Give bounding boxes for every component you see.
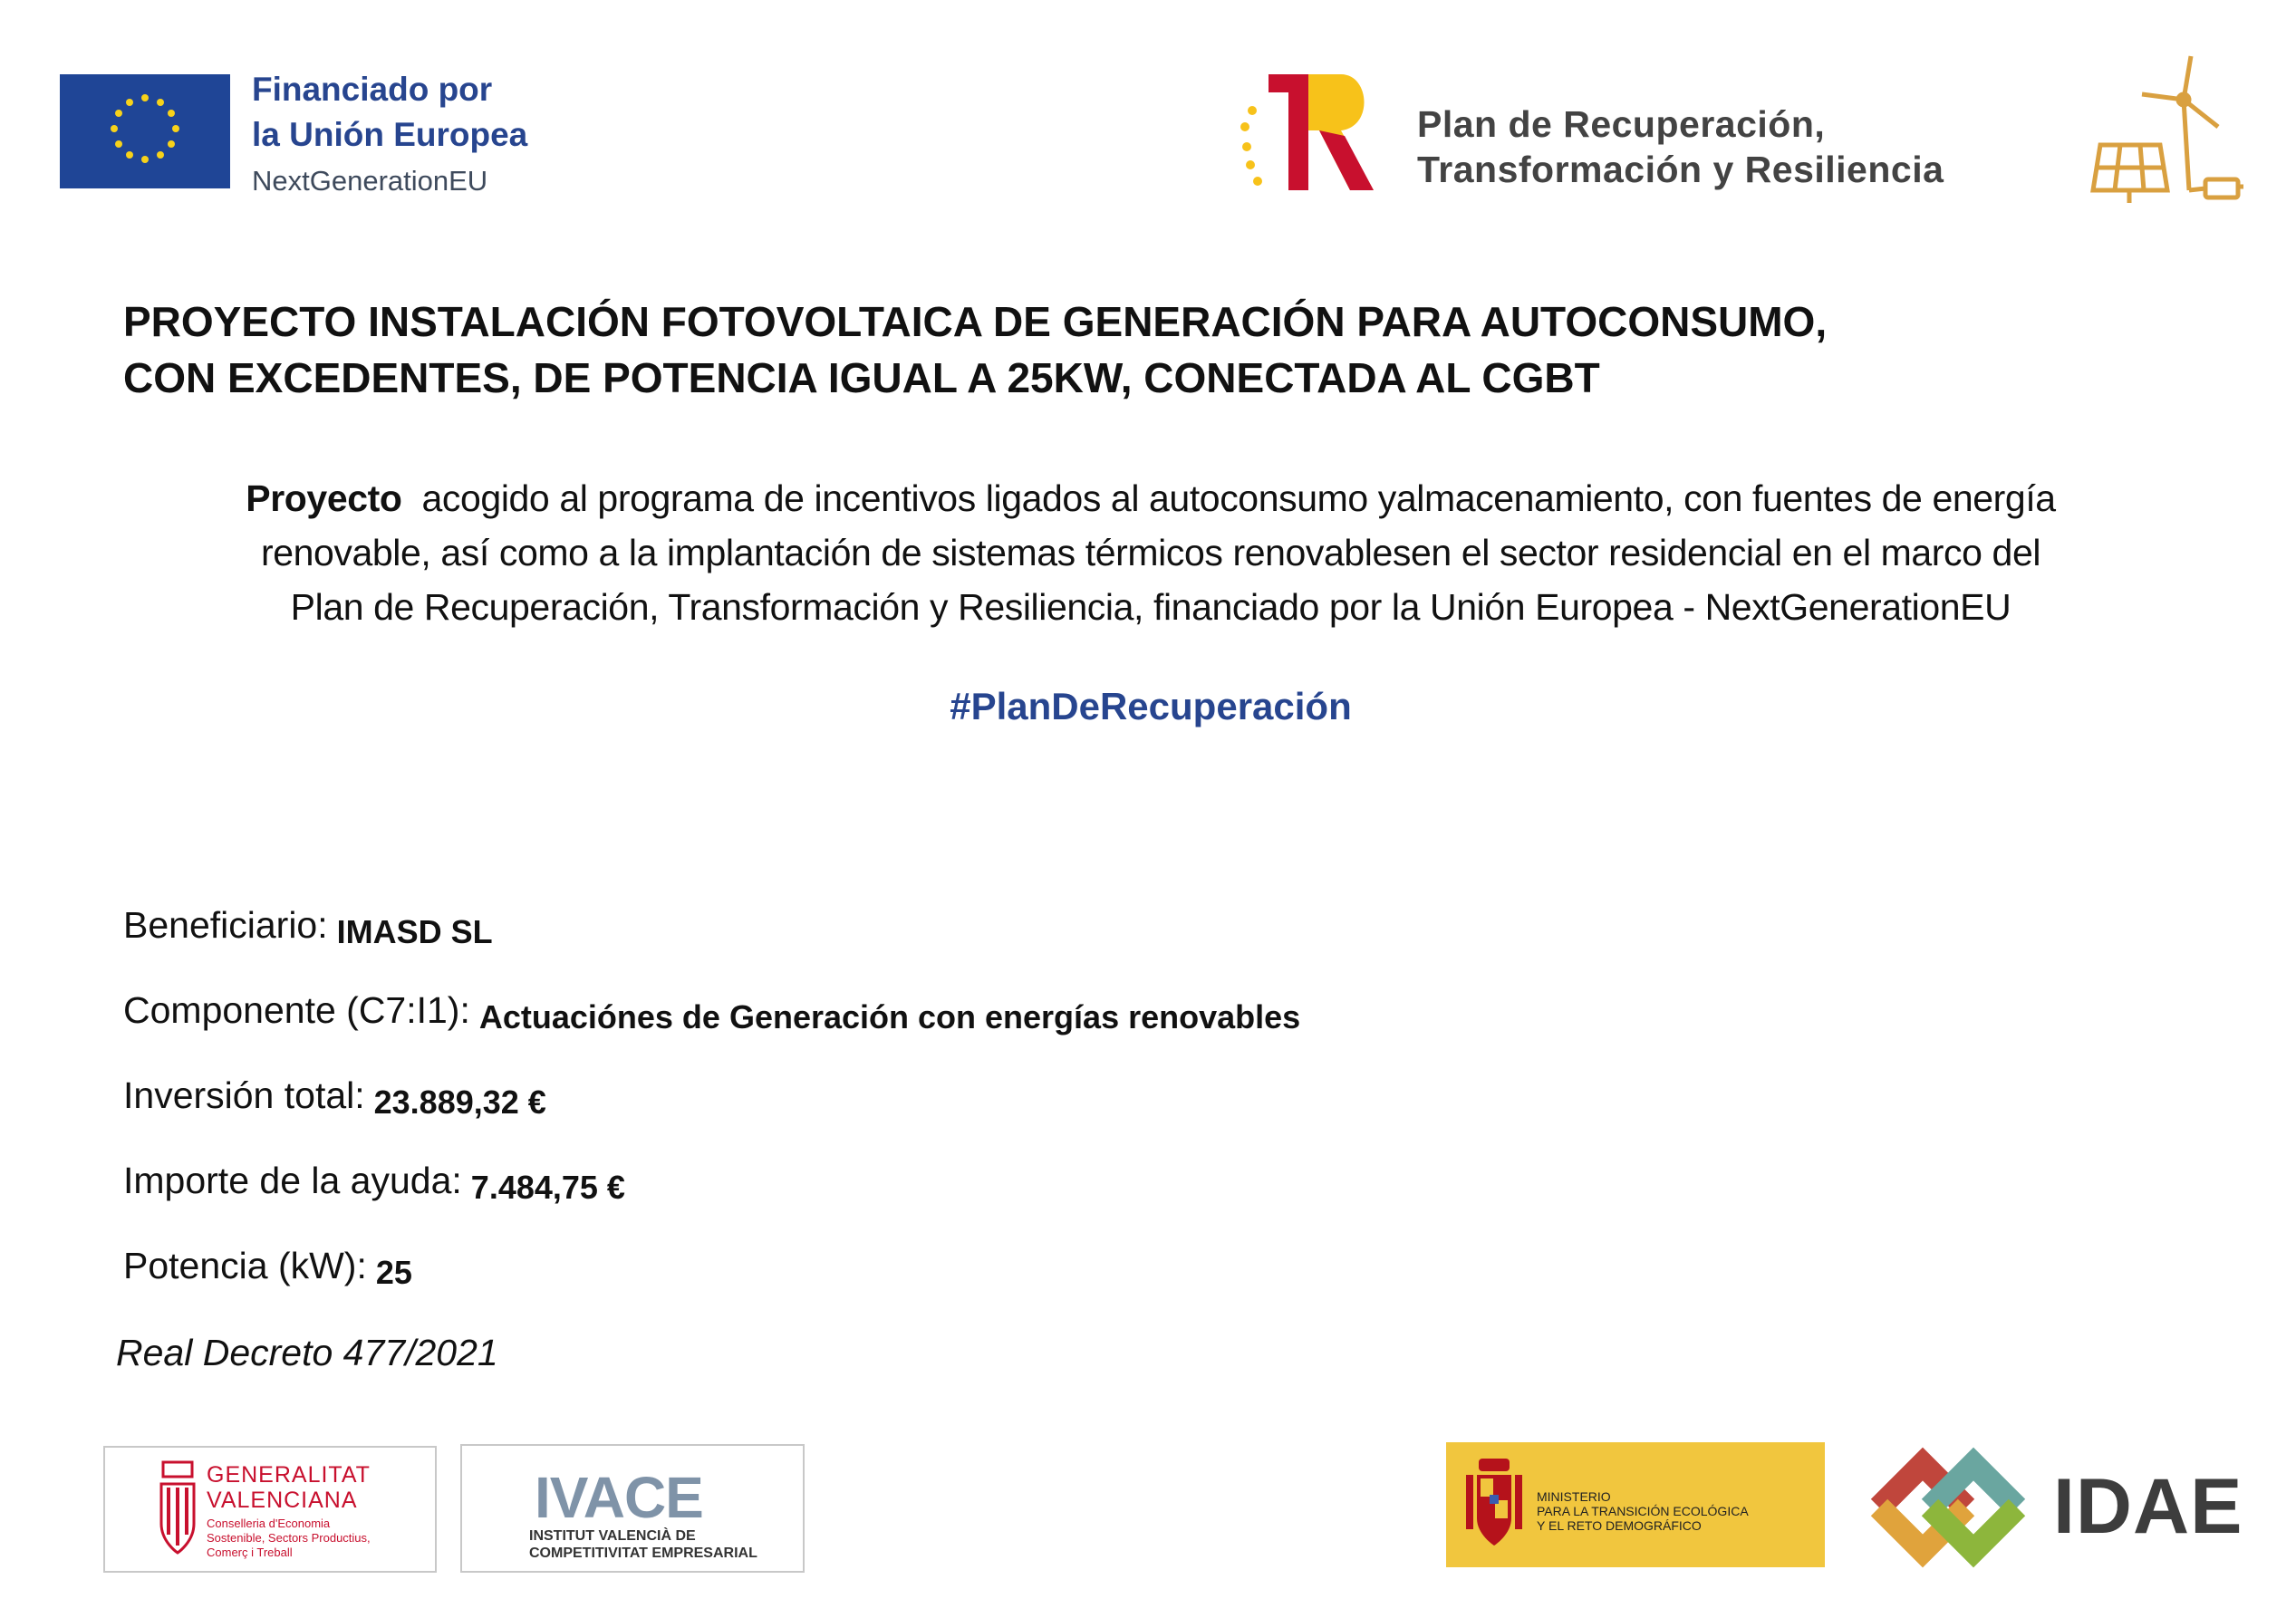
prtr-logo <box>1225 71 1388 197</box>
gva-subtitle <box>207 1517 371 1560</box>
project-title-line-2: CON EXCEDENTES, DE POTENCIA IGUAL A 25KW, CONECTADA AL CGBT <box>123 354 1600 401</box>
ivace-sub-line-1: INSTITUT VALENCIÀ DE <box>529 1528 696 1544</box>
field-beneficiario <box>123 904 493 950</box>
project-title <box>123 294 2189 406</box>
ministerio-line-3: Y EL RETO DEMOGRÁFICO <box>1537 1518 1702 1533</box>
field-inversion <box>123 1074 546 1121</box>
description-line-1 <box>72 471 2229 525</box>
ministerio-logo <box>1446 1442 1825 1567</box>
prtr-line-1: Plan de Recuperación, <box>1417 103 1826 145</box>
field-label: Inversión total: <box>123 1074 365 1116</box>
description-line-1-rest: acogido al programa de incentivos ligados al autoconsumo yalmacenamiento, con fuentes de energía <box>401 477 2056 519</box>
generalitat-valenciana-logo <box>103 1446 437 1573</box>
eu-line-3: NextGenerationEU <box>252 165 488 197</box>
prtr-text <box>1417 101 1944 192</box>
eu-flag-logo <box>60 74 230 188</box>
prtr-line-2: Transformación y Resiliencia <box>1417 149 1944 190</box>
eu-line-2: la Unión Europea <box>252 116 528 153</box>
description-line-3: Plan de Recuperación, Transformación y Resiliencia, financiado por la Unión Europea - NextGenerationEU <box>290 586 2011 628</box>
ivace-wordmark: IVACE <box>535 1465 703 1530</box>
spain-coat-of-arms-icon <box>1462 1455 1526 1555</box>
gva-shield-icon <box>156 1459 199 1560</box>
field-value: 7.484,75 € <box>470 1169 625 1206</box>
field-componente <box>123 989 1301 1035</box>
field-value: 23.889,32 € <box>373 1083 546 1121</box>
gva-title <box>207 1462 371 1513</box>
description-line-2: renovable, así como a la implantación de sistemas térmicos renovablesen el sector residencial en el marco del <box>260 532 2041 573</box>
field-label: Beneficiario: <box>123 904 328 946</box>
eu-stars-icon <box>60 74 230 188</box>
project-description <box>72 471 2229 634</box>
gva-title-line-2: VALENCIANA <box>207 1488 358 1513</box>
eu-funding-text <box>252 67 527 205</box>
field-ayuda <box>123 1160 625 1206</box>
real-decreto: Real Decreto 477/2021 <box>116 1332 498 1373</box>
gva-sub-line-2: Sostenible, Sectors Productius, <box>207 1531 371 1545</box>
field-label: Potencia (kW): <box>123 1245 367 1286</box>
prtr-stars-icon <box>1240 106 1262 186</box>
hashtag: #PlanDeRecuperación <box>950 685 1352 727</box>
field-value: 25 <box>375 1254 412 1291</box>
gva-title-line-1: GENERALITAT <box>207 1462 371 1488</box>
field-potencia <box>123 1245 412 1291</box>
gva-sub-line-3: Comerç i Treball <box>207 1546 293 1559</box>
ivace-sub-line-2: COMPETITIVITAT EMPRESARIAL <box>529 1546 757 1561</box>
description-lead: Proyecto <box>246 477 402 519</box>
eu-line-1: Financiado por <box>252 71 493 108</box>
field-value: IMASD SL <box>336 913 493 950</box>
ministerio-line-2: PARA LA TRANSICIÓN ECOLÓGICA <box>1537 1504 1749 1518</box>
field-value: Actuaciónes de Generación con energías renovables <box>478 998 1301 1035</box>
ministerio-line-1: MINISTERIO <box>1537 1489 1611 1504</box>
gva-sub-line-1: Conselleria d'Economia <box>207 1517 331 1530</box>
ivace-subtitle <box>529 1527 757 1562</box>
wind-solar-energy-icon <box>2073 54 2245 208</box>
ivace-logo <box>460 1444 805 1573</box>
idae-knot-icon <box>1859 1444 2037 1571</box>
ministerio-text <box>1537 1489 1749 1533</box>
idae-wordmark: IDAE <box>2053 1463 2243 1550</box>
project-title-line-1: PROYECTO INSTALACIÓN FOTOVOLTAICA DE GENERACIÓN PARA AUTOCONSUMO, <box>123 298 1828 345</box>
field-label: Componente (C7:I1): <box>123 989 470 1031</box>
field-label: Importe de la ayuda: <box>123 1160 462 1201</box>
